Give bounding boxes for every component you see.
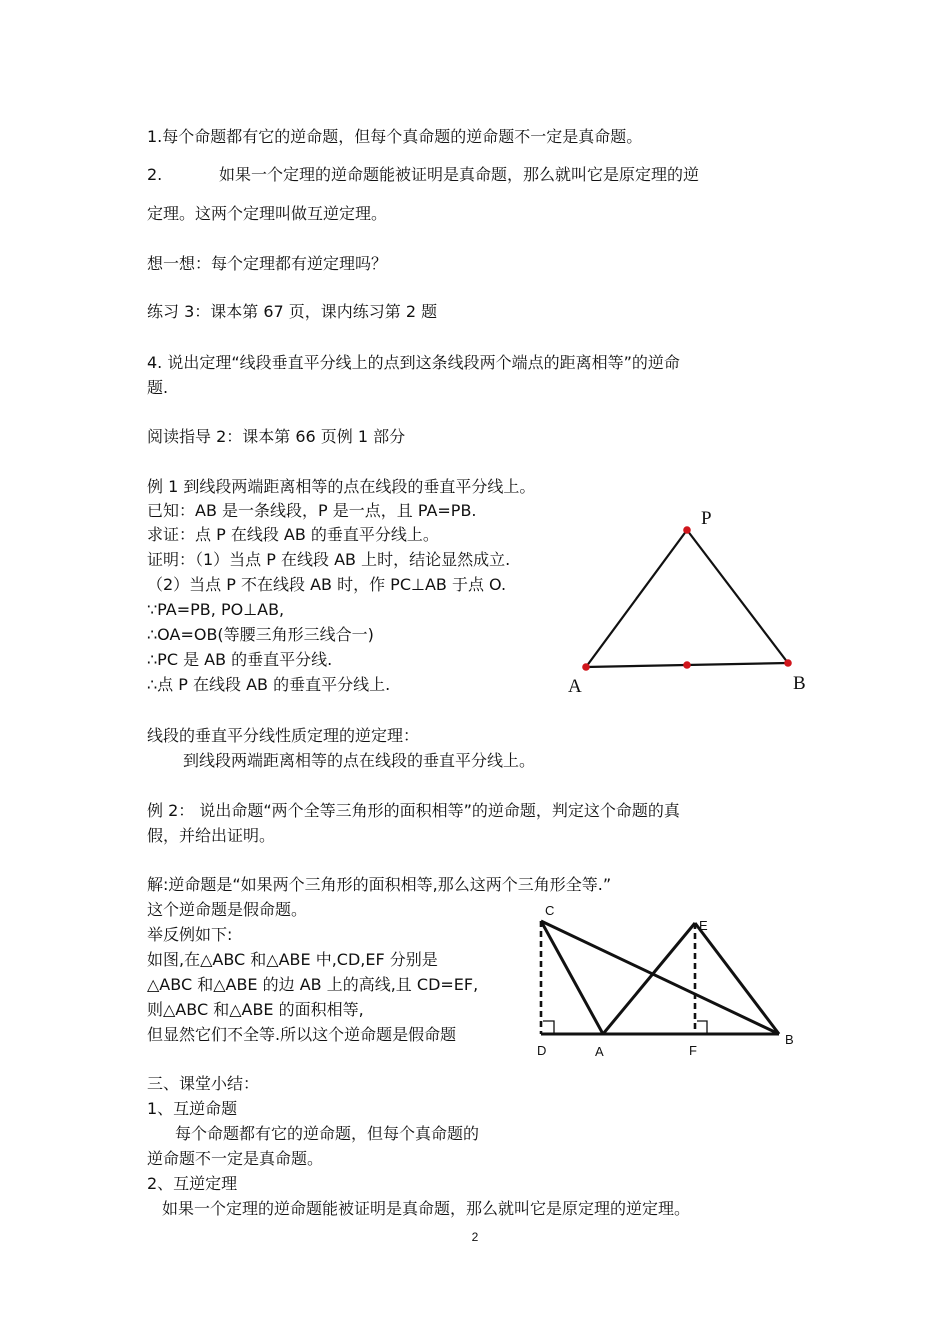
converse-statement: 到线段两端距离相等的点在线段的垂直平分线上。 [183,751,536,770]
reading-guide-2: 阅读指导 2：课本第 66 页例 1 部分 [147,427,406,446]
example-1-given: 已知：AB 是一条线段，P 是一点，且 PA=PB. [147,501,477,520]
example-1-title: 例 1 到线段两端距离相等的点在线段的垂直平分线上。 [147,477,536,496]
solution-line-5: △ABC 和△ABE 的边 AB 上的高线,且 CD=EF, [147,975,479,994]
statement-2-continued: 定理。这两个定理叫做互逆定理。 [147,204,388,223]
solution-line-1: 解:逆命题是“如果两个三角形的面积相等,那么这两个三角形全等.” [147,875,612,894]
summary-item-2-text: 如果一个定理的逆命题能被证明是真命题，那么就叫它是原定理的逆定理。 [162,1199,691,1218]
label-b: B [793,673,806,694]
example-2-line1: 例 2： 说出命题“两个全等三角形的面积相等”的逆命题，判定这个命题的真 [147,801,680,820]
exercise-3: 练习 3：课本第 67 页，课内练习第 2 题 [147,302,438,321]
summary-item-2-title: 2、互逆定理 [147,1174,238,1193]
segment-eb [695,923,779,1034]
summary-item-1-line2: 逆命题不一定是真命题。 [147,1149,324,1168]
label-p: P [701,508,712,529]
example-1-proof-3: ∵PA=PB, PO⊥AB, [147,600,285,619]
example-2-line2: 假，并给出证明。 [147,826,276,845]
label-f: F [689,1043,697,1058]
example-1-prove: 求证：点 P 在线段 AB 的垂直平分线上。 [147,525,439,544]
question-4-line2: 题. [147,378,169,397]
solution-line-7: 但显然它们不全等.所以这个逆命题是假命题 [147,1025,457,1044]
segment-ca [541,921,603,1034]
converse-heading: 线段的垂直平分线性质定理的逆定理： [147,726,420,745]
example-1-proof-1: 证明：（1）当点 P 在线段 AB 上时，结论显然成立. [147,550,511,569]
summary-item-1-title: 1、互逆命题 [147,1099,238,1118]
label-e: E [699,918,708,933]
label-a: A [568,676,582,697]
example-1-proof-5: ∴PC 是 AB 的垂直平分线. [147,650,333,669]
summary-item-1-line1: 每个命题都有它的逆命题，但每个真命题的 [175,1124,480,1143]
page-number: 2 [471,1230,479,1244]
solution-line-6: 则△ABC 和△ABE 的面积相等, [147,1000,364,1019]
statement-2-number: 2. [147,165,163,184]
segment-ae [603,923,695,1034]
statement-1: 1.每个命题都有它的逆命题，但每个真命题的逆命题不一定是真命题。 [147,127,643,146]
label-a-2: A [595,1044,604,1059]
segment-cb [541,921,779,1034]
label-d: D [537,1043,547,1058]
label-b-2: B [785,1032,794,1047]
question-4-line1: 4. 说出定理“线段垂直平分线上的点到这条线段两个端点的距离相等”的逆命 [147,353,680,372]
right-angle-d [543,1021,554,1034]
solution-line-2: 这个逆命题是假命题。 [147,900,308,919]
example-1-proof-4: ∴OA=OB(等腰三角形三线合一) [147,625,374,644]
label-c: C [545,903,555,918]
right-angle-f [697,1021,707,1034]
solution-line-4: 如图,在△ABC 和△ABE 中,CD,EF 分别是 [147,950,438,969]
example-1-proof-6: ∴点 P 在线段 AB 的垂直平分线上. [147,675,391,694]
summary-heading: 三、课堂小结： [147,1074,260,1093]
example-1-proof-2: （2）当点 P 不在线段 AB 时，作 PC⊥AB 于点 O. [147,575,507,594]
statement-2-text: 如果一个定理的逆命题能被证明是真命题，那么就叫它是原定理的逆 [219,165,700,184]
think-question: 想一想：每个定理都有逆定理吗？ [147,254,388,273]
solution-line-3: 举反例如下: [147,925,233,944]
